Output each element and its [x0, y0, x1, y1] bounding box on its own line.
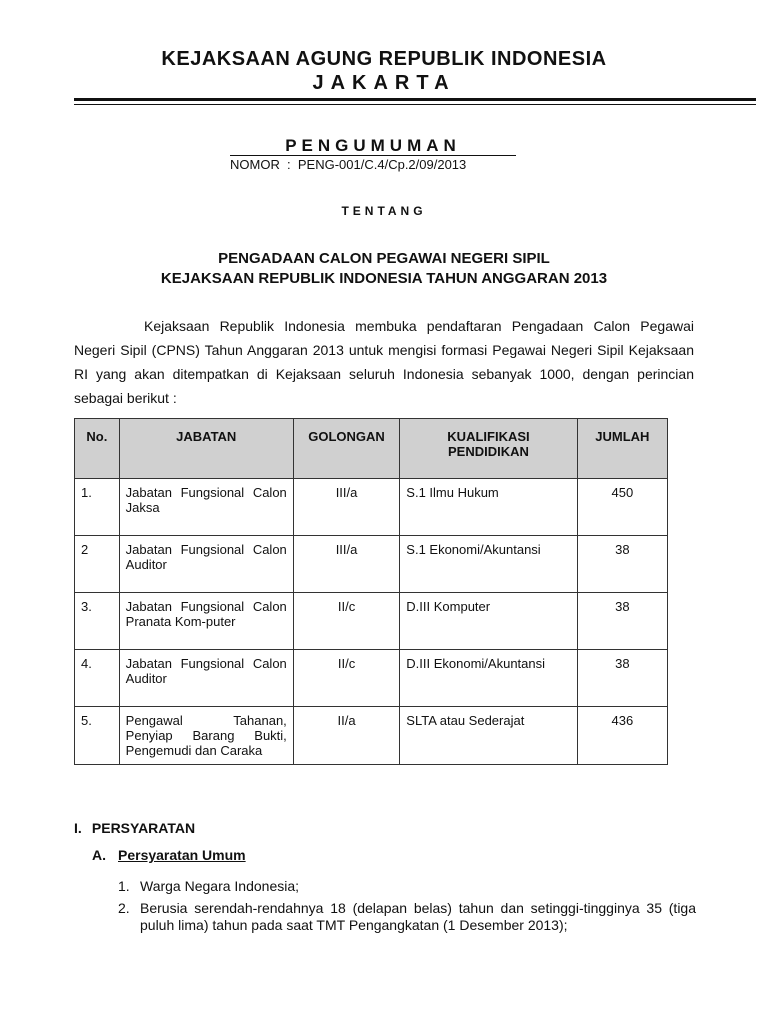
list-item-number: 2. — [118, 900, 130, 916]
cell-golongan: II/a — [293, 707, 399, 765]
cell-kualifikasi: S.1 Ekonomi/Akuntansi — [400, 536, 577, 593]
list-item-text: Warga Negara Indonesia; — [140, 878, 300, 894]
cell-jabatan: Jabatan Fungsional Calon Auditor — [119, 650, 293, 707]
header-rule-thin — [74, 104, 756, 105]
section-persyaratan — [74, 820, 195, 836]
table-row — [75, 707, 668, 765]
header-golongan: GOLONGAN — [293, 419, 399, 479]
cell-jumlah: 450 — [577, 479, 667, 536]
cell-kualifikasi: D.III Komputer — [400, 593, 577, 650]
cell-no: 1. — [75, 479, 120, 536]
header-no: No. — [75, 419, 120, 479]
cell-no: 4. — [75, 650, 120, 707]
table-row — [75, 536, 668, 593]
agency-name: KEJAKSAAN AGUNG REPUBLIK INDONESIA — [161, 48, 607, 70]
list-item-number: 1. — [118, 878, 130, 894]
intro-paragraph-text: Kejaksaan Republik Indonesia membuka pendaftaran Pengadaan Calon Pegawai Negeri Sipil (CPNS) Tahun Anggaran 2013 untuk mengisi formasi Pegawai Negeri Sipil Kejaksaan RI yang akan ditempatkan di Kejaksaan seluruh Indonesia sebanyak 1000, dengan perincian sebagai berikut : — [74, 318, 694, 406]
agency-city: JAKARTA — [312, 72, 456, 94]
list-item — [118, 900, 696, 934]
cell-golongan: II/c — [293, 593, 399, 650]
list-item — [118, 878, 696, 895]
table-row — [75, 479, 668, 536]
announcement-number: NOMOR : PENG-001/C.4/Cp.2/09/2013 — [230, 157, 467, 172]
subsection-persyaratan-umum — [92, 847, 246, 863]
cell-no: 5. — [75, 707, 120, 765]
subject-line-2: KEJAKSAAN REPUBLIK INDONESIA TAHUN ANGGARAN 2013 — [160, 270, 608, 287]
cell-jabatan: Jabatan Fungsional Calon Pranata Kom-puter — [119, 593, 293, 650]
list-item-text: Berusia serendah-rendahnya 18 (delapan belas) tahun dan setinggi-tingginya 35 (tiga puluh lima) tahun pada saat TMT Pengangkatan (1 Desember 2013); — [140, 900, 696, 933]
announcement-title: PENGUMUMAN — [285, 136, 461, 155]
formation-table — [74, 418, 668, 765]
subject-line-1: PENGADAAN CALON PEGAWAI NEGERI SIPIL — [218, 250, 550, 267]
header-rule-thick — [74, 98, 756, 101]
cell-jabatan: Jabatan Fungsional Calon Jaksa — [119, 479, 293, 536]
cell-golongan: III/a — [293, 479, 399, 536]
subsection-letter: A. — [92, 847, 106, 863]
cell-golongan: II/c — [293, 650, 399, 707]
table-row — [75, 650, 668, 707]
cell-kualifikasi: D.III Ekonomi/Akuntansi — [400, 650, 577, 707]
cell-golongan: III/a — [293, 536, 399, 593]
cell-kualifikasi: S.1 Ilmu Hukum — [400, 479, 577, 536]
tentang-heading: TENTANG — [341, 204, 427, 218]
section-number: I. — [74, 820, 82, 836]
cell-jumlah: 38 — [577, 536, 667, 593]
subsection-title: Persyaratan Umum — [118, 847, 246, 863]
cell-jumlah: 38 — [577, 593, 667, 650]
section-title: PERSYARATAN — [91, 820, 196, 836]
cell-jabatan: Jabatan Fungsional Calon Auditor — [119, 536, 293, 593]
intro-paragraph — [74, 314, 694, 410]
cell-jumlah: 38 — [577, 650, 667, 707]
table-header-row — [75, 419, 668, 479]
header-jumlah: JUMLAH — [577, 419, 667, 479]
table-row — [75, 593, 668, 650]
cell-no: 3. — [75, 593, 120, 650]
cell-jabatan: Pengawal Tahanan, Penyiap Barang Bukti, Pengemudi dan Caraka — [119, 707, 293, 765]
cell-no: 2 — [75, 536, 120, 593]
header-kualifikasi: KUALIFIKASI PENDIDIKAN — [400, 419, 577, 479]
announcement-title-underline — [230, 155, 516, 156]
cell-jumlah: 436 — [577, 707, 667, 765]
cell-kualifikasi: SLTA atau Sederajat — [400, 707, 577, 765]
header-jabatan: JABATAN — [119, 419, 293, 479]
